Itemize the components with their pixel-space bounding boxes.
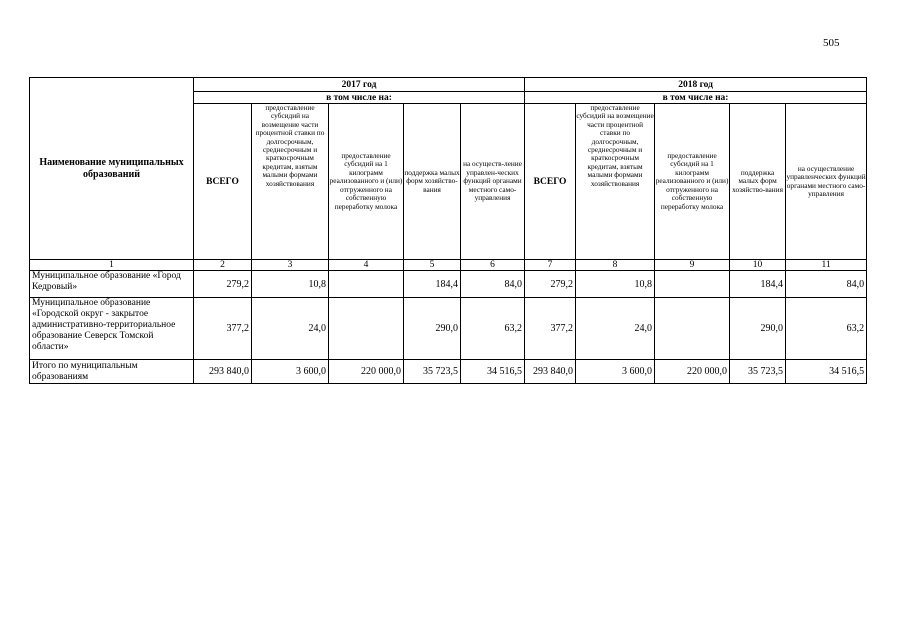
value-cell: 63,2 (786, 298, 867, 360)
column-number: 4 (329, 260, 404, 271)
management-2018-header: на осуществление управленческих функций органами местного само-управления (786, 104, 867, 260)
small-farms-2017-header: поддержка малых форм хозяйство-вания (404, 104, 461, 260)
value-cell: 10,8 (576, 271, 655, 298)
milk-subsidy-2018-header: предоставление субсидий на 1 килограмм реализованного и (или) отгруженного на собственную переработку молока (655, 104, 730, 260)
total-2017-header: ВСЕГО (194, 104, 252, 260)
value-cell: 290,0 (404, 298, 461, 360)
value-cell: 279,2 (194, 271, 252, 298)
value-cell (329, 298, 404, 360)
table-row (30, 298, 867, 360)
value-cell: 24,0 (252, 298, 329, 360)
column-number: 6 (461, 260, 525, 271)
value-cell: 10,8 (252, 271, 329, 298)
column-number: 2 (194, 260, 252, 271)
total-row (30, 360, 867, 384)
total-value: 34 516,5 (461, 360, 525, 384)
value-cell: 24,0 (576, 298, 655, 360)
total-value: 220 000,0 (655, 360, 730, 384)
value-cell: 63,2 (461, 298, 525, 360)
total-value: 34 516,5 (786, 360, 867, 384)
value-cell: 377,2 (525, 298, 576, 360)
value-cell (655, 298, 730, 360)
subsidy-table (29, 77, 867, 384)
total-2018-header: ВСЕГО (525, 104, 576, 260)
column-number: 1 (30, 260, 194, 271)
column-number: 9 (655, 260, 730, 271)
management-2017-header: на осуществ-ление управлен-ческих функций органами местного само-управления (461, 104, 525, 260)
value-cell: 84,0 (786, 271, 867, 298)
total-value: 35 723,5 (404, 360, 461, 384)
year-2017-header: 2017 год (194, 78, 525, 92)
column-number-row (30, 260, 867, 271)
including-2018-header: в том числе на: (525, 92, 867, 104)
page-number: 505 (823, 37, 840, 49)
value-cell: 290,0 (730, 298, 786, 360)
column-number: 8 (576, 260, 655, 271)
milk-subsidy-2017-header: предоставление субсидий на 1 килограмм реализованного и (или) отгруженного на собственную переработку молока (329, 104, 404, 260)
total-value: 293 840,0 (525, 360, 576, 384)
name-column-header: Наименование муниципальных образований (30, 78, 194, 260)
credit-subsidy-2017-header: предоставление субсидий на возмещение части процентной ставки по долгосрочным, среднесрочным и краткосрочным кредитам, взятым малыми формами хозяйствования (252, 104, 329, 260)
value-cell: 279,2 (525, 271, 576, 298)
value-cell: 377,2 (194, 298, 252, 360)
total-label: Итого по муниципальным образованиям (30, 360, 194, 384)
total-value: 220 000,0 (329, 360, 404, 384)
value-cell: 84,0 (461, 271, 525, 298)
total-value: 3 600,0 (576, 360, 655, 384)
table-row (30, 271, 867, 298)
credit-subsidy-2018-header: предоставление субсидий на возмещение части процентной ставки по долгосрочным, среднесрочным и краткосрочным кредитам, взятым малыми формами хозяйствования (576, 104, 655, 260)
including-2017-header: в том числе на: (194, 92, 525, 104)
value-cell (655, 271, 730, 298)
total-value: 35 723,5 (730, 360, 786, 384)
column-number: 5 (404, 260, 461, 271)
small-farms-2018-header: поддержка малых форм хозяйство-вания (730, 104, 786, 260)
year-header-row (30, 78, 867, 92)
column-number: 3 (252, 260, 329, 271)
municipality-name: Муниципальное образование «Город Кедровый» (30, 271, 194, 298)
year-2018-header: 2018 год (525, 78, 867, 92)
value-cell (329, 271, 404, 298)
total-value: 3 600,0 (252, 360, 329, 384)
value-cell: 184,4 (404, 271, 461, 298)
total-value: 293 840,0 (194, 360, 252, 384)
municipality-name: Муниципальное образование «Городской округ - закрытое административно-территориальное образование Северск Томской области» (30, 298, 194, 360)
column-number: 7 (525, 260, 576, 271)
column-number: 11 (786, 260, 867, 271)
column-number: 10 (730, 260, 786, 271)
value-cell: 184,4 (730, 271, 786, 298)
